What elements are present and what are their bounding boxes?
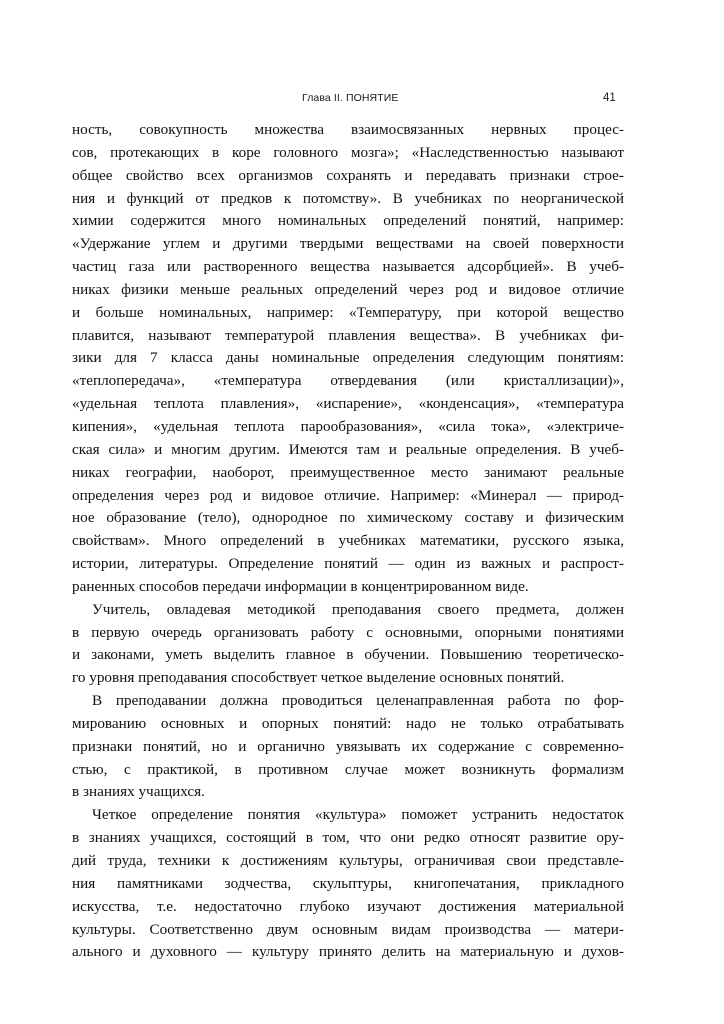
text-line: го уровня преподавания способствует четкое выделение основных понятий. [72, 669, 565, 687]
text-line: свойствам». Много определений в учебниках математики, русского языка, [72, 532, 624, 550]
body-text [72, 119, 624, 964]
text-line: плавится, называют температурой плавления вещества». В учебниках фи- [72, 326, 624, 344]
text-line: частиц газа или растворенного вещества называется адсорбцией». В учеб- [72, 258, 624, 276]
text-line: ния и функций от предков к потомству». В учебниках по неорганической [72, 189, 624, 207]
text-line: «Удержание углем и другими твердыми веществами на своей поверхности [72, 235, 624, 253]
text-line: ное образование (тело), однородное по химическому составу и физическим [72, 509, 624, 527]
page-number: 41 [603, 92, 616, 104]
text-line: культуры. Соответственно двум основным видам производства — матери- [72, 920, 624, 938]
text-line: и законами, уметь выделить главное в обучении. Повышению теоретическо- [72, 646, 624, 664]
text-line: мированию основных и опорных понятий: надо не только отрабатывать [72, 714, 624, 732]
text-line: общее свойство всех организмов сохранять и передавать признаки строе- [72, 166, 624, 184]
text-line: Четкое определение понятия «культура» поможет устранить недостаток [92, 806, 624, 824]
text-line: стью, с практикой, в противном случае может возникнуть формализм [72, 760, 624, 778]
text-line: искусства, т.е. недостаточно глубоко изучают достижения материальной [72, 897, 624, 915]
text-line: кипения», «удельная теплота парообразования», «сила тока», «электриче- [72, 417, 624, 435]
text-line: и больше номинальных, например: «Температуру, при которой вещество [72, 303, 624, 321]
text-line: никах географии, наоборот, преимущественное место занимают реальные [72, 463, 624, 481]
text-line: Учитель, овладевая методикой преподавания своего предмета, должен [92, 600, 624, 618]
text-line: никах физики меньше реальных определений через род и видовое отличие [72, 280, 624, 298]
text-line: ская сила» и многим другим. Имеются там и реальные определения. В учеб- [72, 440, 624, 458]
text-line: ния памятниками зодчества, скульптуры, книгопечатания, прикладного [72, 874, 624, 892]
text-line: ального и духовного — культуру принято делить на материальную и духов- [72, 943, 624, 961]
text-line: сов, протекающих в коре головного мозга»; «Наследственностью называют [72, 143, 624, 161]
text-line: определения через род и видовое отличие. Например: «Минерал — природ- [72, 486, 624, 504]
text-line: ность, совокупность множества взаимосвязанных нервных процес- [72, 121, 624, 138]
text-line: в знаниях учащихся. [72, 783, 205, 801]
text-line: признаки понятий, но и органично увязывать их содержание с современно- [72, 737, 624, 755]
running-head: Глава II. ПОНЯТИЕ [302, 92, 399, 104]
text-line: химии содержится много номинальных определений понятий, например: [72, 212, 624, 230]
text-line: «теплопередача», «температура отвердевания (или кристаллизации)», [72, 372, 624, 390]
text-line: В преподавании должна проводиться целенаправленная работа по фор- [92, 692, 624, 710]
text-line: зики для 7 класса даны номинальные определения следующим понятиям: [72, 349, 624, 367]
text-line: раненных способов передачи информации в концентрированном виде. [72, 577, 529, 595]
text-line: «удельная теплота плавления», «испарение», «конденсация», «температура [72, 395, 624, 413]
text-line: в знаниях учащихся, состоящий в том, что они редко относят развитие ору- [72, 829, 624, 847]
text-line: дий труда, техники к достижениям культуры, ограничивая свои представле- [72, 852, 624, 869]
text-line: в первую очередь организовать работу с основными, опорными понятиями [72, 623, 624, 641]
text-line: истории, литературы. Определение понятий — один из важных и распрост- [72, 555, 624, 573]
